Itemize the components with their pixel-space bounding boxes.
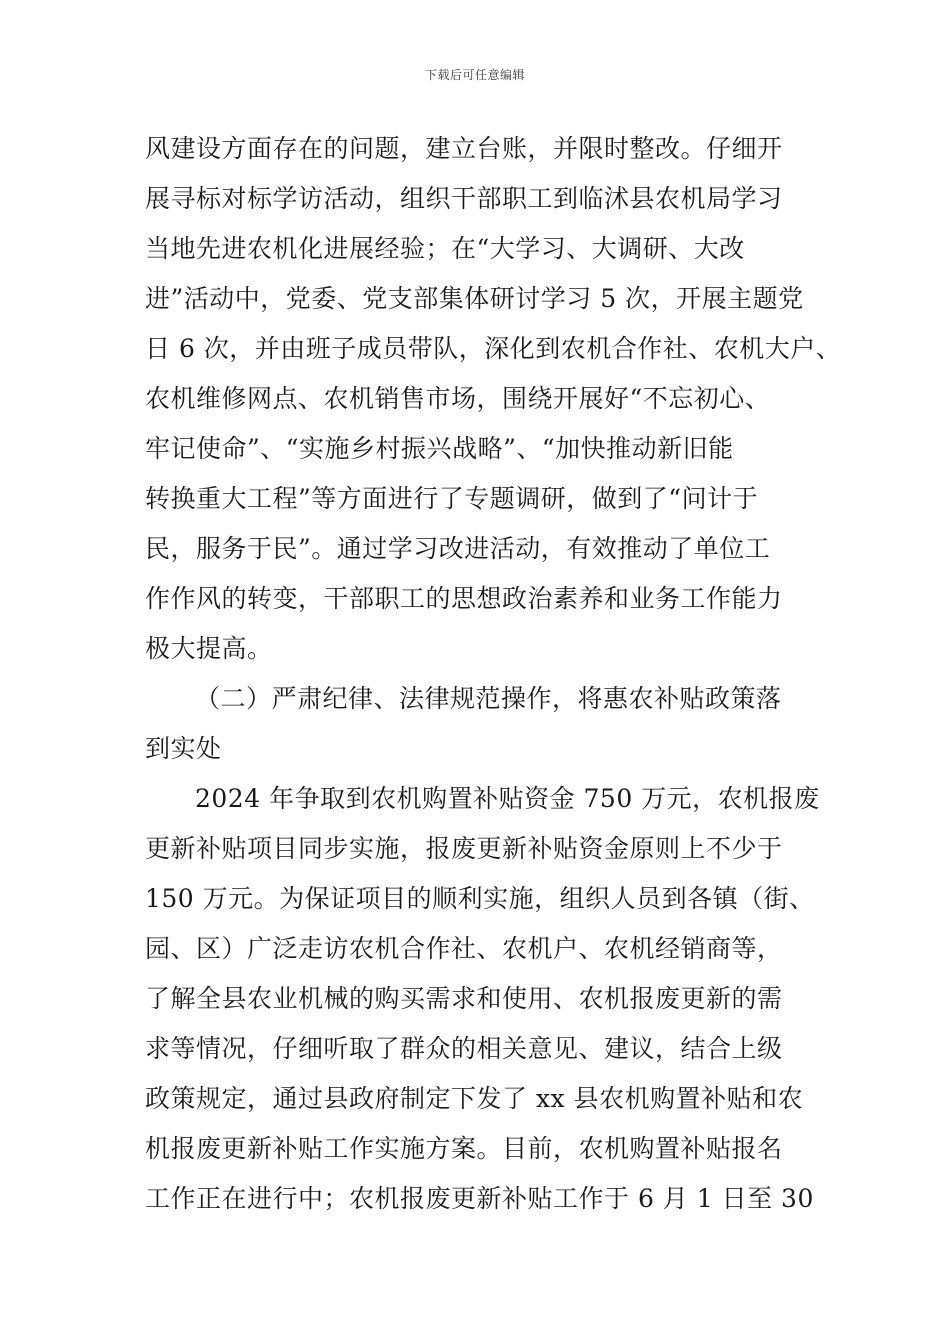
paragraph-line: 了解全县农业机械的购买需求和使用、农机报废更新的需 <box>145 984 783 1013</box>
paragraph-line: 求等情况，仔细听取了群众的相关意见、建议，结合上级 <box>145 1034 783 1063</box>
section-heading: （二）严肃纪律、法律规范操作，将惠农补贴政策落 <box>195 684 782 713</box>
paragraph-line: 日 6 次，并由班子成员带队，深化到农机合作社、农机大户、 <box>145 334 842 363</box>
paragraph-line: 工作正在进行中；农机报废更新补贴工作于 6 月 1 日至 30 <box>145 1184 814 1213</box>
paragraph-line: 民，服务于民”。通过学习改进活动，有效推动了单位工 <box>145 534 771 563</box>
page-header-note: 下载后可任意编辑 <box>424 68 525 82</box>
paragraph-line: 机报废更新补贴工作实施方案。目前，农机购置补贴报名 <box>145 1134 783 1163</box>
paragraph-line: 牢记使命”、“实施乡村振兴战略”、“加快推动新旧能 <box>145 434 734 463</box>
paragraph-line: 园、区）广泛走访农机合作社、农机户、农机经销商等， <box>145 934 783 963</box>
paragraph-line: 转换重大工程”等方面进行了专题调研，做到了“问计于 <box>145 484 759 513</box>
paragraph-line: 进”活动中，党委、党支部集体研讨学习 5 次，开展主题党 <box>145 284 804 313</box>
paragraph-line: 农机维修网点、农机销售市场，围绕开展好“不忘初心、 <box>145 384 771 413</box>
paragraph-line: 2024 年争取到农机购置补贴资金 750 万元，农机报废 <box>195 784 820 813</box>
paragraph-line: 更新补贴项目同步实施，报废更新补贴资金原则上不少于 <box>145 834 783 863</box>
paragraph-line: 当地先进农机化进展经验；在“大学习、大调研、大改 <box>145 234 745 263</box>
paragraph-line: 展寻标对标学访活动，组织干部职工到临沭县农机局学习 <box>145 184 783 213</box>
paragraph-line: 风建设方面存在的问题，建立台账，并限时整改。仔细开 <box>145 134 783 163</box>
paragraph-line: 政策规定，通过县政府制定下发了 xx 县农机购置补贴和农 <box>145 1084 804 1113</box>
paragraph-line: 极大提高。 <box>145 634 273 663</box>
section-heading-continued: 到实处 <box>145 734 222 763</box>
paragraph-line: 作作风的转变，干部职工的思想政治素养和业务工作能力 <box>145 584 783 613</box>
paragraph-line: 150 万元。为保证项目的顺利实施，组织人员到各镇（街、 <box>145 884 815 913</box>
